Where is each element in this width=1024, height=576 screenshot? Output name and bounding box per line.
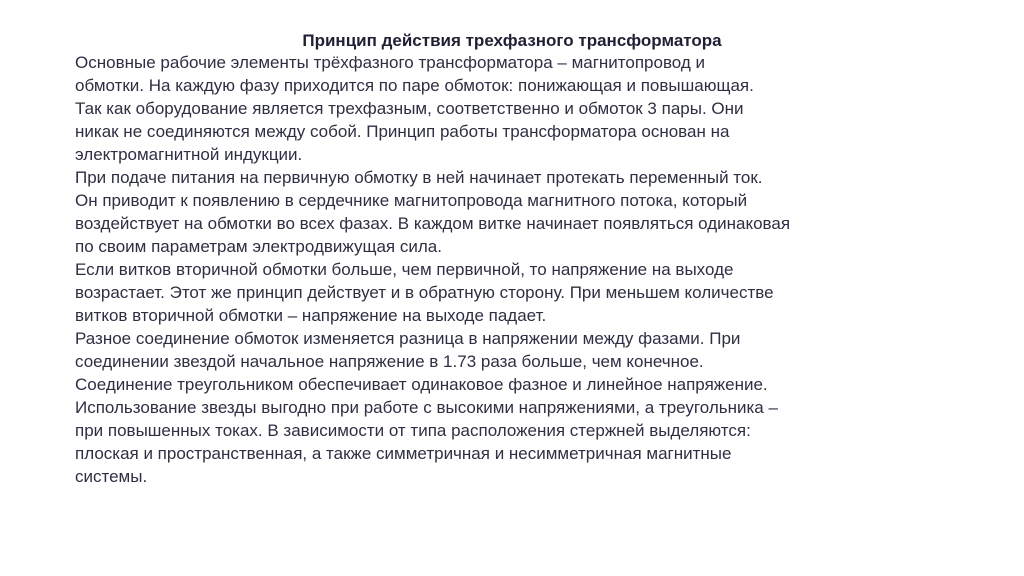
body-line: воздействует на обмотки во всех фазах. В каждом витке начинает появляться одинаковая <box>75 214 791 233</box>
body-line: Если витков вторичной обмотки больше, чем первичной, то напряжение на выходе <box>75 260 734 279</box>
slide-title: Принцип действия трехфазного трансформатора <box>302 31 722 50</box>
body-line: Соединение треугольником обеспечивает одинаковое фазное и линейное напряжение. <box>75 375 768 394</box>
body-line: При подаче питания на первичную обмотку в ней начинает протекать переменный ток. <box>75 168 763 187</box>
body-line: витков вторичной обмотки – напряжение на выходе падает. <box>75 306 547 325</box>
body-line: системы. <box>75 467 148 486</box>
body-line: при повышенных токах. В зависимости от типа расположения стержней выделяются: <box>75 421 751 440</box>
body-line: плоская и пространственная, а также симметричная и несимметричная магнитные <box>75 444 732 463</box>
body-line: Он приводит к появлению в сердечнике магнитопровода магнитного потока, который <box>75 191 748 210</box>
body-line: Основные рабочие элементы трёхфазного трансформатора – магнитопровод и <box>75 53 706 72</box>
body-line: Использование звезды выгодно при работе с высокими напряжениями, а треугольника – <box>75 398 778 417</box>
slide-body-text <box>75 51 955 488</box>
body-line: по своим параметрам электродвижущая сила. <box>75 237 442 256</box>
body-line: возрастает. Этот же принцип действует и в обратную сторону. При меньшем количестве <box>75 283 774 302</box>
body-line: никак не соединяются между собой. Принцип работы трансформатора основан на <box>75 122 730 141</box>
body-line: обмотки. На каждую фазу приходится по паре обмоток: понижающая и повышающая. <box>75 76 754 95</box>
body-line: Так как оборудование является трехфазным, соответственно и обмоток 3 пары. Они <box>75 99 744 118</box>
body-line: электромагнитной индукции. <box>75 145 303 164</box>
body-line: Разное соединение обмоток изменяется разница в напряжении между фазами. При <box>75 329 741 348</box>
body-line: соединении звездой начальное напряжение в 1.73 раза больше, чем конечное. <box>75 352 704 371</box>
